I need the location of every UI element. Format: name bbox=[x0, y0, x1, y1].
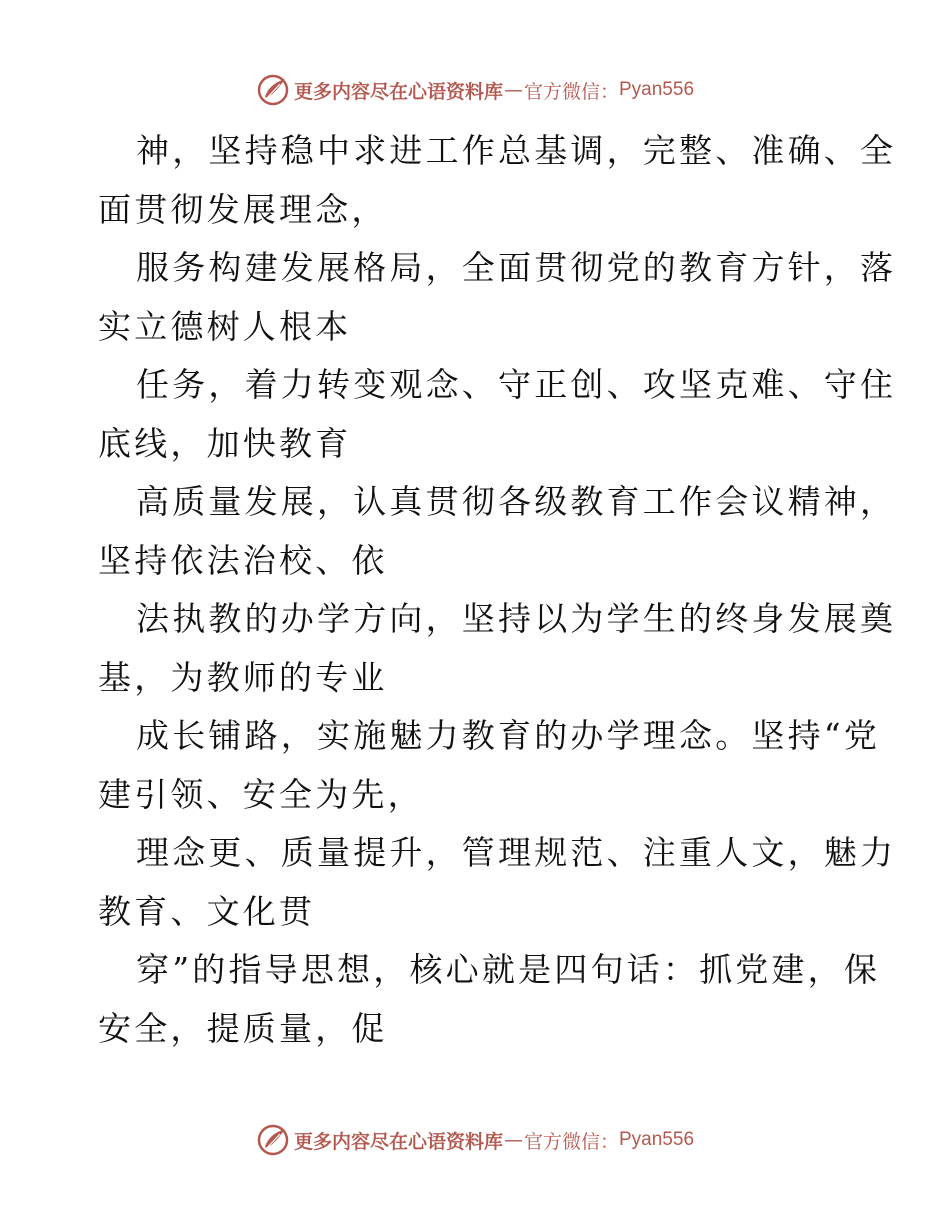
banner-dash: — bbox=[503, 1129, 523, 1151]
text-line: 理念更、质量提升，管理规范、注重人文，魅力 bbox=[136, 833, 897, 872]
text-line: 高质量发展，认真贯彻各级教育工作会议精神， bbox=[136, 482, 897, 521]
red-leaf-logo-icon bbox=[256, 1123, 290, 1157]
text-line: 坚持依法治校、依 bbox=[98, 540, 388, 580]
text-line: 教育、文化贯 bbox=[98, 891, 316, 931]
text-line: 法执教的办学方向，坚持以为学生的终身发展奠 bbox=[136, 599, 897, 638]
banner-wechat-id: Pyan556 bbox=[619, 79, 695, 100]
text-line: 底线，加快教育 bbox=[98, 423, 352, 463]
text-line: 建引领、安全为先， bbox=[98, 774, 424, 814]
text-line: 实立德树人根本 bbox=[98, 306, 352, 346]
banner-wechat-id: Pyan556 bbox=[619, 1129, 695, 1150]
document-body bbox=[98, 122, 897, 1058]
banner-wechat-label: 官方微信： bbox=[523, 80, 619, 103]
banner-site-text: 更多内容尽在心语资料库 bbox=[293, 80, 503, 103]
text-line: 基，为教师的专业 bbox=[98, 657, 388, 697]
banner-site-text: 更多内容尽在心语资料库 bbox=[293, 1130, 503, 1153]
header-watermark-banner bbox=[0, 70, 950, 110]
banner-dash: — bbox=[503, 79, 523, 101]
text-line: 安全，提质量，促 bbox=[98, 1008, 388, 1048]
text-line: 任务，着力转变观念、守正创、攻坚克难、守住 bbox=[136, 365, 897, 404]
text-line: 成长铺路，实施魅力教育的办学理念。坚持“党 bbox=[136, 716, 881, 755]
text-line: 服务构建发展格局，全面贯彻党的教育方针，落 bbox=[136, 248, 897, 287]
red-leaf-logo-icon bbox=[256, 73, 290, 107]
text-line: 面贯彻发展理念， bbox=[98, 189, 388, 229]
banner-wechat-label: 官方微信： bbox=[523, 1130, 619, 1153]
text-line: 穿”的指导思想，核心就是四句话：抓党建，保 bbox=[136, 950, 881, 989]
text-line: 神，坚持稳中求进工作总基调，完整、准确、全 bbox=[136, 131, 897, 170]
footer-watermark-banner bbox=[0, 1120, 950, 1160]
